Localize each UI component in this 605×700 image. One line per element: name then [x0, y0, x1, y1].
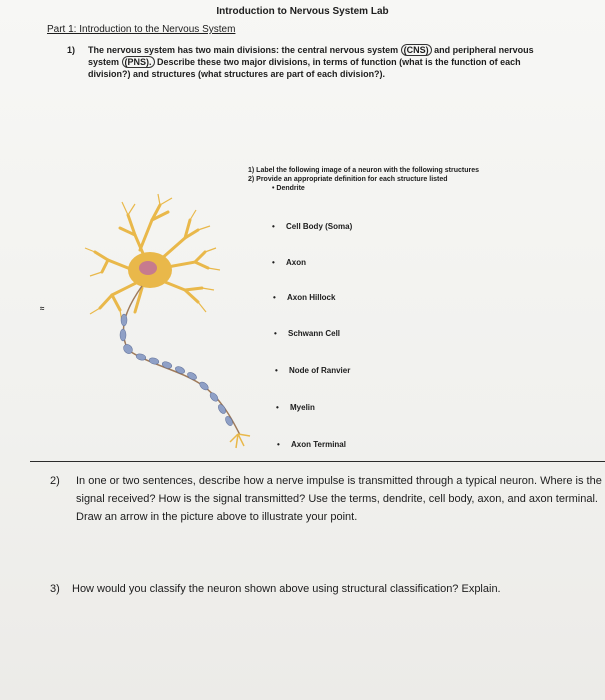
- bullet-icon: •: [277, 440, 280, 449]
- cns-circled: (CNS): [401, 44, 432, 56]
- bullet-icon: •: [272, 222, 275, 231]
- bullet-icon: •: [273, 293, 276, 302]
- structure-item-dendrite: • Dendrite: [272, 185, 305, 192]
- nucleus: [139, 261, 157, 275]
- document-title: Introduction to Nervous System Lab: [216, 6, 389, 17]
- pns-circled: (PNS).: [122, 56, 155, 68]
- structure-item: [272, 258, 306, 267]
- structure-item: [276, 403, 315, 412]
- bullet-icon: •: [275, 366, 278, 375]
- instruction-step-1: 1) Label the following image of a neuron with the following structures: [248, 167, 480, 174]
- bullet-icon: •: [274, 329, 277, 338]
- bullet-icon: •: [272, 258, 275, 267]
- structure-label: Node of Ranvier: [289, 366, 351, 375]
- question-2-text: In one or two sentences, describe how a nerve impulse is transmitted through a typical neuron. Where is the signal received? How is the signal transmitted? Use the terms, dendrite, cell body, axon, and axon terminal. Draw an arrow in the picture above to illustrate your point.: [76, 475, 602, 523]
- axon-terminal: [230, 434, 250, 448]
- myelin-sheath: [120, 314, 234, 427]
- structure-item: [275, 366, 350, 375]
- section-divider: [30, 461, 605, 462]
- question-1-text: [88, 44, 562, 80]
- label-instructions: [248, 166, 479, 193]
- structure-item: [273, 293, 335, 302]
- structure-label: Axon: [286, 258, 306, 267]
- question-1-text-b: and peripheral nervous system: [88, 45, 534, 67]
- structure-item: [272, 222, 352, 231]
- structure-item: [274, 329, 340, 338]
- question-2-number: 2): [50, 475, 60, 487]
- structure-label: Axon Terminal: [291, 440, 346, 449]
- question-3-number: 3): [50, 583, 60, 595]
- structure-label: Axon Hillock: [287, 293, 336, 302]
- part-title: Part 1: Introduction to the Nervous System: [47, 24, 236, 35]
- structure-item: [277, 440, 346, 449]
- neuron-illustration: [80, 190, 255, 450]
- bullet-icon: •: [276, 403, 279, 412]
- question-1-text-c: Describe these two major divisions, in terms of function (what is the function of each division?) and structures (what structures are part of each division?).: [88, 57, 521, 79]
- stray-pen-mark: ≈: [40, 304, 45, 313]
- question-2: [50, 472, 605, 526]
- question-1-text-a: The nervous system has two main divisions: the central nervous system: [88, 45, 399, 55]
- question-1: [67, 44, 562, 80]
- structure-label: Cell Body (Soma): [286, 222, 353, 231]
- question-3-text: How would you classify the neuron shown above using structural classification? Explain.: [72, 583, 501, 595]
- structure-label: Schwann Cell: [288, 329, 341, 338]
- question-3: [50, 581, 605, 597]
- structure-label: Myelin: [290, 403, 315, 412]
- question-1-number: 1): [67, 45, 76, 55]
- instruction-step-2: 2) Provide an appropriate definition for each structure listed: [248, 176, 448, 183]
